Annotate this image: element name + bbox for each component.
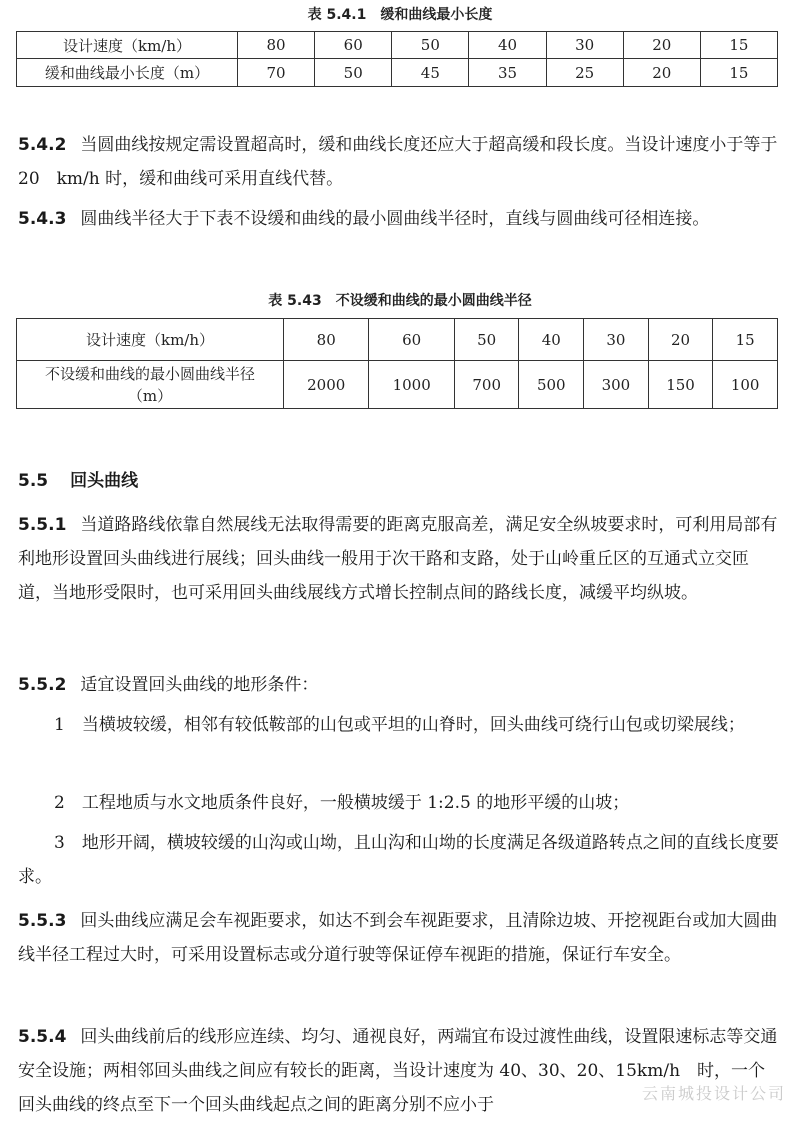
table-row [17, 361, 778, 409]
table-cell: 20 [623, 59, 700, 87]
clause-text: 当圆曲线按规定需设置超高时，缓和曲线长度还应大于超高缓和段长度。当设计速度小于等于 20 km/h 时，缓和曲线可采用直线代替。 [18, 135, 778, 189]
table-cell: 1000 [369, 361, 454, 409]
table-cell: 150 [648, 361, 713, 409]
table-row [17, 32, 778, 59]
table-cell: 500 [519, 361, 584, 409]
clause-number: 5.4.2 [18, 135, 67, 155]
table-cell: 不设缓和曲线的最小圆曲线半径（m） [17, 361, 284, 409]
table-cell: 50 [454, 319, 519, 361]
table-cell: 100 [713, 361, 778, 409]
table-cell: 设计速度（km/h） [17, 32, 238, 59]
clause-text: 当道路路线依靠自然展线无法取得需要的距离克服高差，满足安全纵坡要求时，可利用局部有利地形设置回头曲线进行展线；回头曲线一般用于次干路和支路，处于山岭重丘区的互通式立交匝道，当地形受限时，也可采用回头曲线展线方式增长控制点间的路线长度，减缓平均纵坡。 [18, 515, 778, 603]
table-cell: 15 [700, 32, 777, 59]
clause-number: 5.4.3 [18, 209, 67, 229]
list-item: 3 地形开阔，横坡较缓的山沟或山坳，且山沟和山坳的长度满足各级道路转点之间的直线长度要求。 [18, 833, 779, 887]
table-cell: 20 [648, 319, 713, 361]
table-cell: 25 [546, 59, 623, 87]
paragraph-5-5-3 [18, 904, 780, 972]
table-caption: 表 5.43 不设缓和曲线的最小圆曲线半径 [268, 293, 532, 309]
table-cell: 35 [469, 59, 546, 87]
clause-text: 回头曲线前后的线形应连续、均匀、通视良好，两端宜布设过渡性曲线，设置限速标志等交通安全设施；两相邻回头曲线之间应有较长的距离，当设计速度为 40、30、20、15km/h 时，一个回头曲线的终点至下一个回头曲线起点之间的距离分别不应小于 [18, 1027, 778, 1115]
table-cell: 20 [623, 32, 700, 59]
table-cell: 40 [469, 32, 546, 59]
table-row [17, 319, 778, 361]
table-cell: 80 [238, 32, 315, 59]
table-cell: 700 [454, 361, 519, 409]
table-cell: 15 [713, 319, 778, 361]
clause-text: 圆曲线半径大于下表不设缓和曲线的最小圆曲线半径时，直线与圆曲线可径相连接。 [80, 209, 710, 229]
paragraph-5-5-4 [18, 1020, 780, 1122]
section-heading [18, 466, 138, 491]
data-table [16, 31, 778, 87]
paragraph-5-5-2 [18, 668, 780, 702]
table-cell: 45 [392, 59, 469, 87]
table-cell: 300 [584, 361, 649, 409]
table-cell: 40 [519, 319, 584, 361]
table-cell: 30 [546, 32, 623, 59]
table-cell: 15 [700, 59, 777, 87]
table-cell: 30 [584, 319, 649, 361]
table-cell: 设计速度（km/h） [17, 319, 284, 361]
clause-text: 适宜设置回头曲线的地形条件： [80, 675, 319, 695]
table-cell: 80 [284, 319, 369, 361]
paragraph-5-5-1 [18, 508, 780, 610]
watermark: 云南城投设计公司 [641, 1084, 786, 1103]
table-cell: 缓和曲线最小长度（m） [17, 59, 238, 87]
table-cell: 70 [238, 59, 315, 87]
clause-number: 5.5.3 [18, 911, 67, 931]
table-cell: 60 [369, 319, 454, 361]
list-item: 2 工程地质与水文地质条件良好，一般横坡缓于 1:2.5 的地形平缓的山坡； [54, 793, 630, 813]
table-cell: 2000 [284, 361, 369, 409]
data-table [16, 318, 778, 409]
table-caption: 表 5.4.1 缓和曲线最小长度 [307, 7, 493, 23]
paragraph-5-4-3 [18, 202, 780, 236]
paragraph-5-4-2 [18, 128, 780, 196]
section-title: 回头曲线 [70, 471, 139, 491]
section-number: 5.5 [18, 471, 49, 491]
clause-number: 5.5.4 [18, 1027, 67, 1047]
clause-text: 回头曲线应满足会车视距要求，如达不到会车视距要求，且清除边坡、开挖视距台或加大圆曲线半径工程过大时，可采用设置标志或分道行驶等保证停车视距的措施，保证行车安全。 [18, 911, 778, 965]
clause-number: 5.5.2 [18, 675, 67, 695]
list-item: 1 当横坡较缓，相邻有较低鞍部的山包或平坦的山脊时，回头曲线可绕行山包或切梁展线； [54, 715, 745, 735]
table-cell: 50 [392, 32, 469, 59]
clause-number: 5.5.1 [18, 515, 67, 535]
table-cell: 60 [315, 32, 392, 59]
table-row [17, 59, 778, 87]
table-cell: 50 [315, 59, 392, 87]
